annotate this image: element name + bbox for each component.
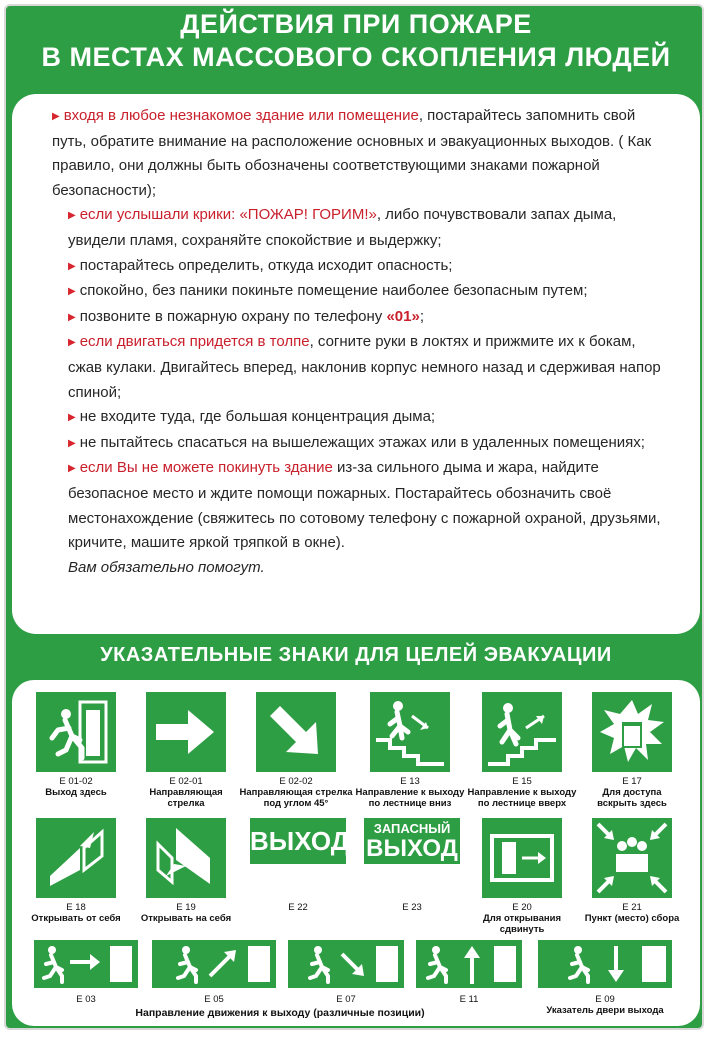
exit-here-icon — [36, 692, 116, 772]
door-pull-icon — [146, 818, 226, 898]
bullet-icon: ▶ — [68, 463, 76, 475]
instruction-7 — [52, 405, 662, 431]
instruction-highlight: если двигаться придется в толпе — [79, 333, 310, 351]
sign-code: Е 02-02 — [279, 776, 313, 787]
sign-code: Е 15 — [512, 776, 532, 787]
emergency-exit-text-sign — [364, 818, 460, 864]
sign-caption: Для открывания сдвинуть — [483, 913, 561, 935]
break-glass-icon — [592, 692, 672, 772]
sign-caption: Направление к выходу по лестнице вверх — [467, 787, 577, 809]
instruction-highlight: если услышали крики: «ПОЖАР! ГОРИМ!» — [79, 206, 377, 224]
sign-code: Е 11 — [459, 994, 479, 1005]
instruction-text: , либо почувствовали запах дыма, увидели пламя, сохраняйте спокойствие и выдержку; — [68, 206, 617, 249]
title-line-2: В МЕСТАХ МАССОВОГО СКОПЛЕНИЯ ЛЮДЕЙ — [41, 42, 671, 72]
instruction-text: , согните руки в локтях и прижмите их к бокам, сжав кулаки. Двигайтесь вперед, наклонив корпус немного назад и сдерживая напор спиной; — [68, 333, 661, 401]
run-up-right-arrow-icon — [152, 940, 276, 988]
sign-code: Е 05 — [204, 994, 224, 1005]
sign-code: Е 23 — [402, 902, 422, 913]
bullet-icon: ▶ — [68, 210, 76, 222]
sign-code: Е 02-01 — [169, 776, 203, 787]
emergency-exit-line1: ЗАПАСНЫЙ — [373, 821, 451, 836]
emergency-exit-line2: ВЫХОД — [366, 835, 458, 862]
sign-code: Е 17 — [622, 776, 642, 787]
sign-caption: Открывать на себя — [140, 913, 232, 924]
arrow-diagonal-icon — [256, 692, 336, 772]
bullet-icon: ▶ — [68, 311, 76, 323]
instruction-highlight: если Вы не можете покинуть здание — [79, 459, 333, 477]
title-line-1: ДЕЙСТВИЯ ПРИ ПОЖАРЕ — [180, 9, 532, 39]
run-down-arrow-icon — [538, 940, 672, 988]
signs-section-title: УКАЗАТЕЛЬНЫЕ ЗНАКИ ДЛЯ ЦЕЛЕЙ ЭВАКУАЦИИ — [100, 644, 612, 666]
run-down-right-arrow-icon — [288, 940, 404, 988]
sign-code: Е 13 — [400, 776, 420, 787]
sign-caption: Направление к выходу по лестнице вниз — [355, 787, 465, 809]
instruction-text: не пытайтесь спасаться на вышележащих этажах или в удаленных помещениях; — [79, 433, 645, 451]
sign-code: Е 09 — [595, 994, 615, 1005]
instruction-highlight: входя в любое незнакомое здание или помещение — [63, 107, 419, 124]
closing-note: Вам обязательно помогут. — [68, 558, 265, 576]
assembly-point-icon — [592, 818, 672, 898]
sign-code: Е 18 — [66, 902, 86, 913]
run-up-arrow-icon — [416, 940, 522, 988]
instruction-text: спокойно, без паники покиньте помещение наиболее безопасным путем; — [79, 282, 588, 300]
bullet-icon: ▶ — [68, 437, 76, 449]
instruction-1 — [52, 104, 662, 203]
poster-title — [0, 8, 712, 74]
instruction-text: , постарайтесь запомнить свой путь, обратите внимание на расположение основных и эвакуационных выходов. ( Как правило, они должны быть обозначены соответствующими знаками пожарной безопасности); — [52, 107, 652, 199]
instruction-8 — [52, 431, 662, 457]
sign-caption: Указатель двери выхода — [546, 1005, 664, 1016]
instruction-9 — [52, 456, 662, 555]
instruction-text: не входите туда, где большая концентрация дыма; — [79, 408, 436, 426]
sign-caption: Открывать от себя — [31, 913, 121, 924]
sign-caption: Выход здесь — [45, 787, 107, 798]
bullet-icon: ▶ — [68, 337, 76, 349]
sign-caption: Направляющая стрелка — [149, 787, 223, 809]
sign-caption: Направляющая стрелка под углом 45° — [239, 787, 353, 809]
run-right-arrow-icon — [34, 940, 138, 988]
instruction-4 — [52, 279, 662, 305]
direction-signs-caption: Направление движения к выходу (различные позиции) — [135, 1007, 425, 1019]
arrow-right-icon — [146, 692, 226, 772]
instruction-5 — [52, 305, 662, 331]
sign-code: Е 21 — [622, 902, 642, 913]
sign-code: Е 22 — [288, 902, 308, 913]
sign-caption: Для доступа вскрыть здесь — [597, 787, 667, 809]
sign-code: Е 03 — [76, 994, 96, 1005]
sign-code: Е 07 — [336, 994, 356, 1005]
instruction-text: ; — [419, 307, 425, 325]
sign-caption: Пункт (место) сбора — [584, 913, 680, 924]
bullet-icon: ▶ — [52, 111, 60, 122]
instructions-list — [52, 104, 662, 580]
sign-code: Е 01-02 — [59, 776, 93, 787]
instruction-3 — [52, 254, 662, 280]
phone-number: «01» — [386, 307, 420, 325]
door-push-icon — [36, 818, 116, 898]
bullet-icon: ▶ — [68, 286, 76, 298]
instruction-text: из-за сильного дыма и жара, найдите безопасное место и ждите помощи пожарных. Постарайтесь обозначить своё местонахождение (свяжитесь по сотовому телефону с пожарной охраной, друзьями, кричите, машите яркой тряпкой в окне). — [68, 459, 661, 552]
sliding-door-icon — [482, 818, 562, 898]
sign-code: Е 19 — [176, 902, 196, 913]
sign-code: Е 20 — [512, 902, 532, 913]
instruction-2 — [52, 203, 662, 253]
bullet-icon: ▶ — [68, 412, 76, 424]
stairs-down-icon — [370, 692, 450, 772]
stairs-up-icon — [482, 692, 562, 772]
exit-text-sign: ВЫХОД — [250, 818, 346, 864]
instruction-text: постарайтесь определить, откуда исходит опасность; — [79, 256, 453, 274]
instruction-text: позвоните в пожарную охрану по телефону — [79, 307, 387, 325]
instruction-6 — [52, 330, 662, 405]
bullet-icon: ▶ — [68, 260, 76, 272]
